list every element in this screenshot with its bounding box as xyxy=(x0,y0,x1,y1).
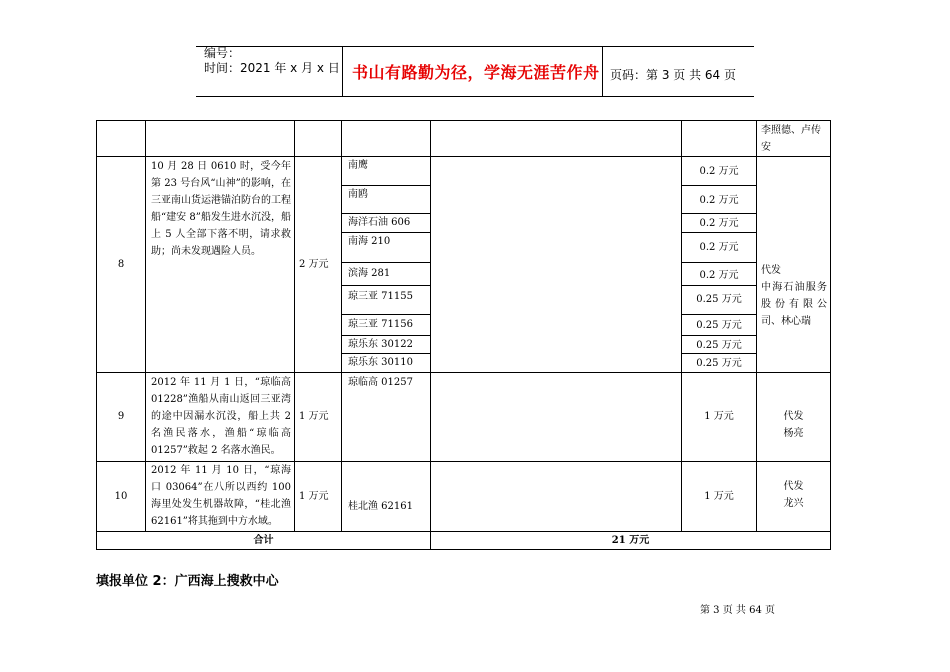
row8-no: 8 xyxy=(117,259,125,270)
vessel-name: 琼乐东 30122 xyxy=(348,339,413,350)
row10-remark: 代发 龙兴 xyxy=(783,481,804,509)
row10-vessel: 桂北渔 62161 xyxy=(348,501,413,512)
vessel-name: 滨海 281 xyxy=(348,268,391,279)
row-line-8-top xyxy=(96,156,831,157)
section-title: 填报单位 2：广西海上搜救中心 xyxy=(96,574,279,589)
header-divider-right xyxy=(602,46,603,96)
total-value: 21 万元 xyxy=(611,535,650,546)
vessel-line-4 xyxy=(341,262,431,263)
row10-reward: 1 万元 xyxy=(704,491,734,502)
reward-line-5 xyxy=(681,285,757,286)
header-meta xyxy=(204,46,340,76)
vessel-name: 南鹰 xyxy=(348,160,368,171)
vessel-line-5 xyxy=(341,285,431,286)
row9-remark: 代发 杨亮 xyxy=(783,411,804,439)
number-label: 编号： xyxy=(204,46,241,60)
row-line-9-top xyxy=(96,372,831,373)
row9-no: 9 xyxy=(117,411,125,422)
vessel-reward: 0.25 万元 xyxy=(696,320,742,331)
vessel-name: 琼三亚 71155 xyxy=(348,291,413,302)
row10-no: 10 xyxy=(114,491,128,502)
vessel-reward: 0.25 万元 xyxy=(696,358,742,369)
header-bottom-rule xyxy=(196,96,754,97)
total-label: 合计 xyxy=(253,535,274,546)
row10-amount: 1 万元 xyxy=(299,491,329,502)
row8-event: 10 月 28 日 0610 时，受今年第 23 号台风“山神”的影响，在三亚南山货运港锚泊防台的工程船“建安 8”船发生进水沉没，船上 5 人全部下落不明，请求救助；尚未发现遇险人员。 xyxy=(151,161,291,257)
row8-amount: 2 万元 xyxy=(299,259,329,270)
row-line-bottom xyxy=(96,549,831,550)
vessel-name: 海洋石油 606 xyxy=(348,217,411,228)
col-line-3 xyxy=(341,120,342,531)
vessel-reward: 0.2 万元 xyxy=(699,195,739,206)
reward-line-7 xyxy=(681,335,757,336)
vessel-reward: 0.2 万元 xyxy=(699,218,739,229)
vessel-name: 南鸥 xyxy=(348,189,368,200)
vessel-reward: 0.2 万元 xyxy=(699,166,739,177)
reward-line-6 xyxy=(681,314,757,315)
header-divider-left xyxy=(342,46,343,96)
vessel-name: 琼乐东 30110 xyxy=(348,357,413,368)
vessel-name: 南海 210 xyxy=(348,236,391,247)
reward-line-2 xyxy=(681,213,757,214)
table-border-right xyxy=(830,120,831,550)
row9-amount: 1 万元 xyxy=(299,411,329,422)
col-line-1 xyxy=(145,120,146,531)
row-line-top xyxy=(96,120,831,121)
col-line-6 xyxy=(756,120,757,531)
vessel-reward: 0.2 万元 xyxy=(699,242,739,253)
row8-remark: 代发 中海石油服务股份有限公司、林心瑞 xyxy=(761,265,827,327)
header-page-label: 页码：第 3 页 共 64 页 xyxy=(610,68,736,82)
vessel-line-6 xyxy=(341,314,431,315)
table-border-left xyxy=(96,120,97,550)
time-label: 时间：2021 年 x 月 x 日 xyxy=(204,61,340,75)
header-slogan: 书山有路勤为径，学海无涯苦作舟 xyxy=(352,63,600,82)
row10-event: 2012 年 11 月 10 日，“琼海口 03064”在八所以西约 100 海里处发生机器故障，“桂北渔 62161”将其拖到中方水域。 xyxy=(151,465,291,527)
vessel-name: 琼三亚 71156 xyxy=(348,319,413,330)
row9-reward: 1 万元 xyxy=(704,411,734,422)
page-footer: 第 3 页 共 64 页 xyxy=(700,605,775,616)
reward-line-4 xyxy=(681,262,757,263)
reward-line-3 xyxy=(681,232,757,233)
row9-event: 2012 年 11 月 1 日，“琼临高 01228”渔船从南山返回三亚湾的途中因漏水沉没，船上共 2 名渔民落水，渔船“琼临高 01257”救起 2 名落水渔民。 xyxy=(151,377,291,456)
row9-vessel: 琼临高 01257 xyxy=(348,377,413,388)
vessel-reward: 0.25 万元 xyxy=(696,340,742,351)
reward-line-1 xyxy=(681,185,757,186)
vessel-reward: 0.25 万元 xyxy=(696,294,742,305)
vessel-reward: 0.2 万元 xyxy=(699,270,739,281)
top-row-remark: 李照德、卢传安 xyxy=(761,125,821,153)
col-line-2 xyxy=(294,120,295,531)
